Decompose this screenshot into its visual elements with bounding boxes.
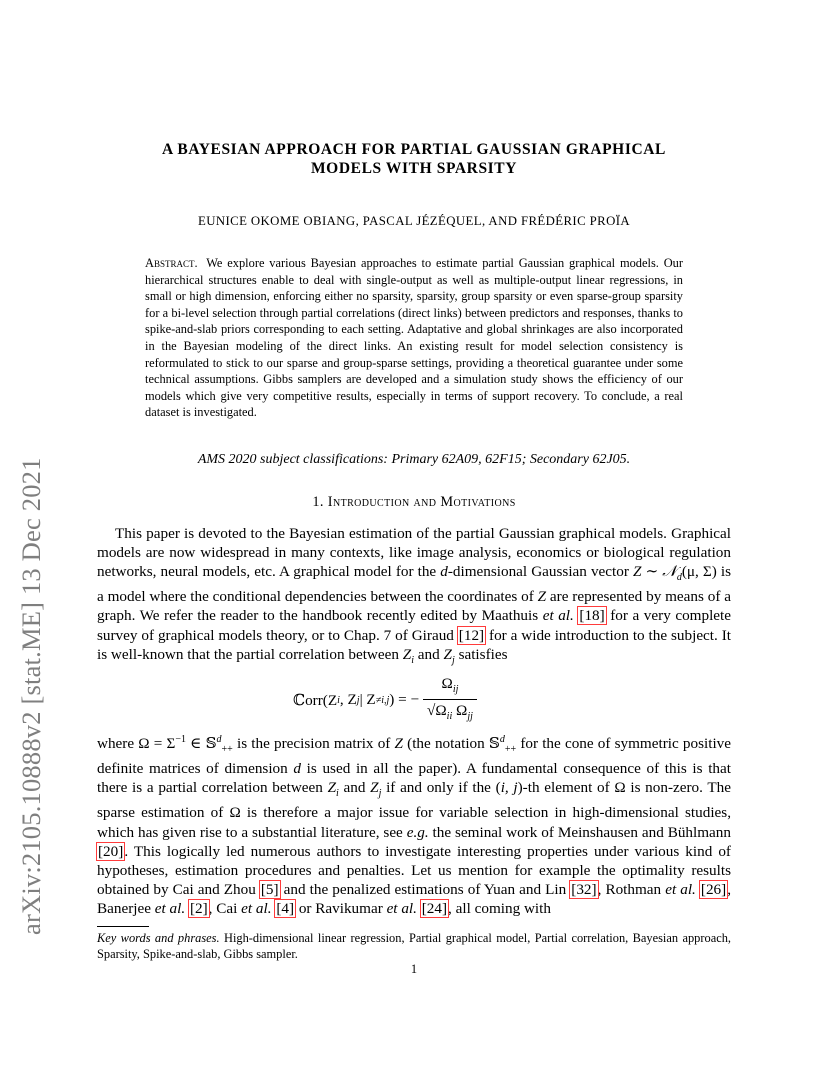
citation-link[interactable]: [26] [700,880,727,898]
footnote-rule [97,926,149,927]
citation-link[interactable]: [4] [276,899,295,917]
citation-link[interactable]: [2] [189,899,208,917]
citation-link[interactable]: [5] [260,880,279,898]
intro-paragraph-2: where $\Omega = \Sigma^{-1}$ ∈ 𝕊$^d_{++}$ is the precision matrix of Z (the notation 𝕊$^d_{++}$ for the cone of symmetric positive definite matrices of dimension d is used in all the paper). A fundamental consequence of this is that there is a partial correlation between $Z_i$ and $Z_j$ if and only if the (i, j)-th element of Ω is non-zero. The sparse estimation of Ω is therefore a major issue for variable selection in high-dimensional studies, which has given rise to a substantial literature, see e.g. the seminal work of Meinshausen and Bühlmann [20]. This logically led numerous authors to investigate interesting properties under various kind of hypotheses, estimation procedures and penalties. Let us mention for example the optimality results obtained by Cai and Zhou [5] and the penalized estimations of Yuan and Lin [32], Rothman et al. [26], Banerjee et al. [2], Cai et al. [4] or Ravikumar et al. [24], all coming with [97,734,732,917]
citation-link[interactable]: [18] [579,607,605,625]
intro-paragraph-1: This paper is devoted to the Bayesian estimation of the partial Gaussian graphical models. Graphical models are now widespread in many contexts, like image analysis, economics or biological regulation networks, neural models, etc. A graphical model for the d-dimensional Gaussian vector Z ∼ 𝒩$_d$(μ, Σ) is a model where the conditional dependencies between the coordinates of Z are represented by means of a graph. We refer the reader to the handbook recently edited by Maathuis et al. [18] for a very complete survey of graphical models theory, or to Chap. 7 of Giraud [12] for a wide introduction to the subject. It is well-known that the partial correlation between $Z_i$ and $Z_j$ satisfies [97,525,732,666]
abstract-heading: Abstract. [145,256,198,270]
abstract-body: We explore various Bayesian approaches to estimate partial Gaussian graphical models. Our hierarchical structures enable to deal with single-output as well as multiple-output linear regressions, in small or high dimension, enforcing either no sparsity, sparsity, group sparsity or even sparse-group sparsity for a bi-level selection through partial correlations (direct links) between predictors and responses, thanks to spike-and-slab priors corresponding to each setting. Adaptative and global shrinkages are also incorporated in the Bayesian modeling of the direct links. An existing result for model selection consistency is reformulated to stick to our sparse and group-sparse settings, providing a theoretical guarantee under some technical assumptions. Gibbs samplers are developed and a simulation study shows the efficiency of our models which give very competitive results, especially in terms of support recovery. To conclude, a real dataset is investigated. [145,256,684,420]
subject-classifications: AMS 2020 subject classifications: Primary 62A09, 62F15; Secondary 62J05. [197,452,631,467]
footnote [97,930,731,962]
partial-correlation-equation: ℂorr(Z i , Z j | Z ≠i,j ) = − $\frac{\Omega_{ij}}{√\Omega_{ii} \Omega_{jj}}$ [97,676,731,724]
paper-title [97,140,731,178]
footnote-body: High-dimensional linear regression, Partial graphical model, Partial correlation, Bayesian approach, Sparsity, Spike-and-slab, Gibbs sampler. [97,931,731,962]
title-line-2: MODELS WITH SPARSITY [310,160,518,177]
equation-fraction: $\frac{\Omega_{ij}}{√\Omega_{ii} \Omega_{jj}}$ [423,674,477,726]
citation-link[interactable]: [24] [421,899,448,917]
arxiv-stamp-text: arXiv:2105.10888v2 [stat.ME] 13 Dec 2021 [16,457,46,935]
citation-link[interactable]: [20] [98,842,124,860]
citation-link[interactable]: [32] [571,880,597,898]
page-number: 1 [410,962,418,976]
section-heading: 1. Introduction and Motivations [312,494,516,510]
citation-link[interactable]: [12] [458,626,485,644]
abstract [145,255,683,421]
title-line-1: A BAYESIAN APPROACH FOR PARTIAL GAUSSIAN GRAPHICAL [162,141,666,158]
author-list: EUNICE OKOME OBIANG, PASCAL JÉZÉQUEL, AND FRÉDÉRIC PROÏA [197,214,631,228]
footnote-heading: Key words and phrases. [97,931,220,945]
